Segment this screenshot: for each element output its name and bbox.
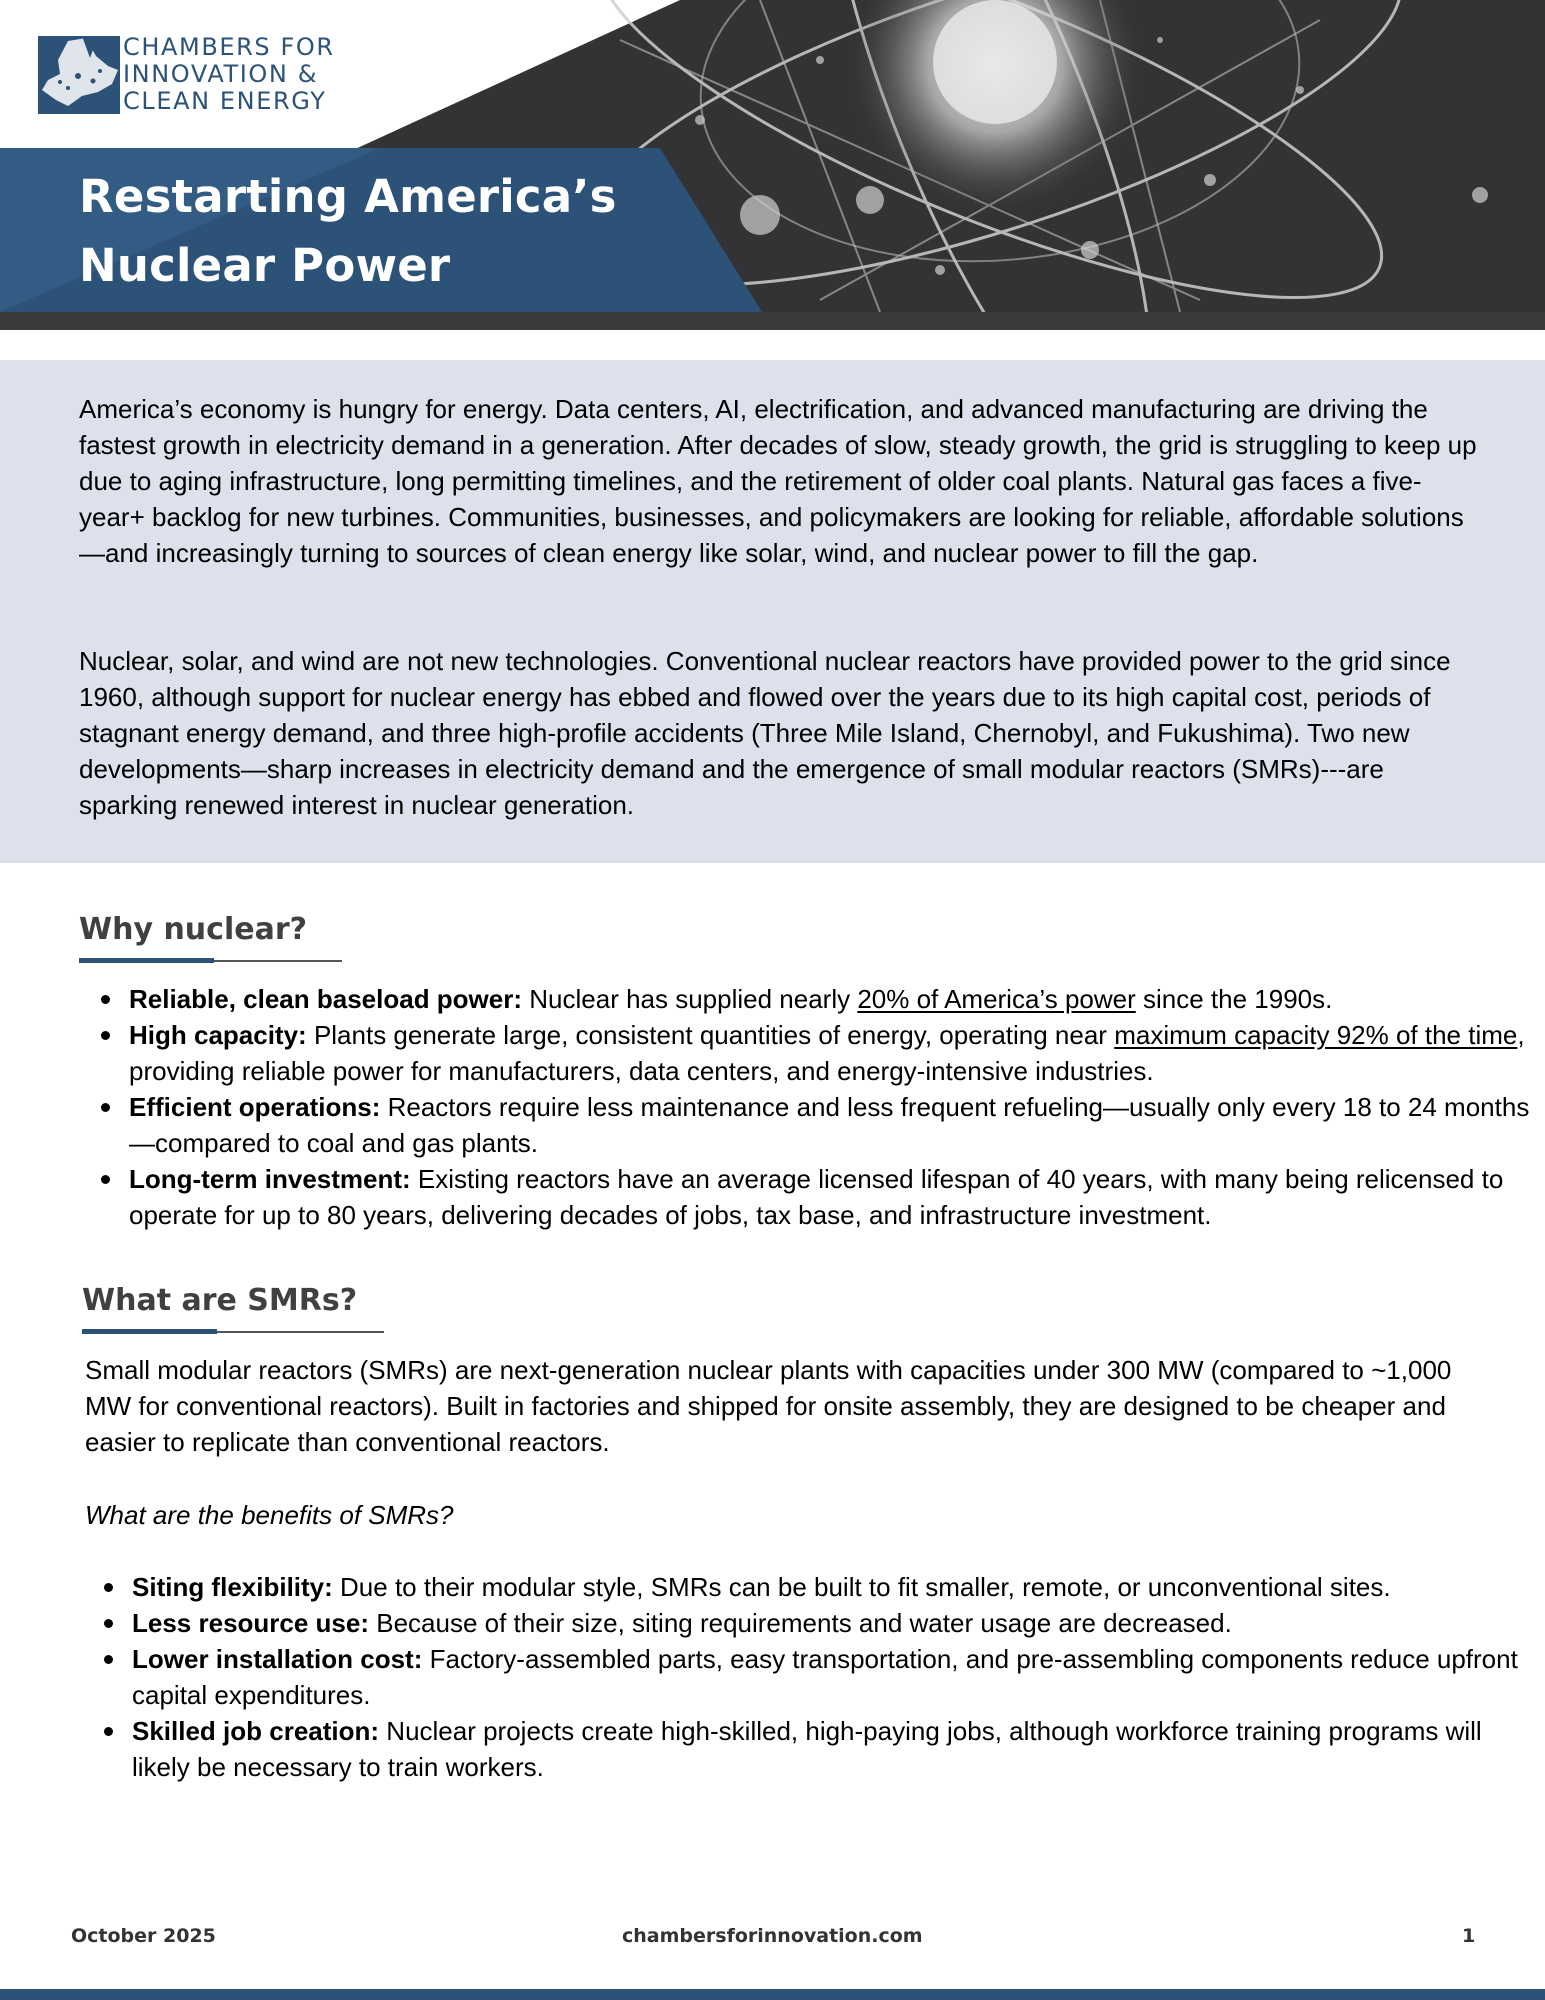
intro-paragraph-2: Nuclear, solar, and wind are not new technologies. Conventional nuclear reactors have provided power to the grid since 1960, although support for nuclear energy has ebbed and flowed over the years due to its high capital cost, periods of stagnant energy demand, and three high-profile accidents (Three Mile Island, Chernobyl, and Fukushima). Two new developments—sharp increases in electricity demand and the emergence of small modular reactors (SMRs)---are sparking renewed interest in nuclear generation. — [79, 646, 1451, 820]
item-text: since the 1990s. — [1135, 984, 1333, 1014]
item-text: Plants generate large, consistent quantities of energy, operating near — [306, 1020, 1115, 1050]
item-text: Due to their modular style, SMRs can be built to fit smaller, remote, or unconventional sites. — [332, 1572, 1391, 1602]
item-text: Because of their size, siting requirements and water usage are decreased. — [369, 1608, 1232, 1638]
list-item — [129, 1089, 1545, 1161]
maximum-capacity-link[interactable]: maximum capacity 92% of the time — [1114, 1020, 1518, 1050]
item-text: Nuclear projects create high-skilled, high-paying jobs, although workforce training programs will likely be necessary to train workers. — [132, 1716, 1482, 1782]
item-term: Less resource use: — [132, 1608, 370, 1638]
logo-line-3: CLEAN ENERGY — [123, 87, 327, 115]
logo-wordmark — [123, 34, 335, 115]
intro-paragraph-1: America’s economy is hungry for energy. Data centers, AI, electrification, and advanced manufacturing are driving the fastest growth in electricity demand in a generation. After decades of slow, steady growth, the grid is struggling to keep up due to aging infrastructure, long permitting timelines, and the retirement of older coal plants. Natural gas faces a five-year+ backlog for new turbines. Communities, businesses, and policymakers are looking for reliable, affordable solutions—and increasingly turning to sources of clean energy like solar, wind, and nuclear power to fill the gap. — [79, 394, 1477, 568]
logo-line-1: CHAMBERS FOR — [123, 33, 335, 61]
item-term: Lower installation cost: — [132, 1644, 423, 1674]
footer-bar — [0, 1989, 1545, 2000]
america-power-link[interactable]: 20% of America’s power — [857, 984, 1136, 1014]
intro-section — [0, 360, 1545, 863]
header-banner — [0, 0, 1545, 330]
item-term: Long-term investment: — [129, 1164, 411, 1194]
why-nuclear-heading: Why nuclear? — [79, 912, 308, 947]
title-line-1: Restarting America’s — [79, 170, 617, 223]
item-text: , providing reliable power for manufacturers, data centers, and energy-intensive industries. — [129, 1020, 1525, 1086]
smrs-benefits-question: What are the benefits of SMRs? — [85, 1500, 454, 1530]
item-term: Siting flexibility: — [132, 1572, 333, 1602]
smrs-description: Small modular reactors (SMRs) are next-generation nuclear plants with capacities under 300 MW (compared to ~1,000 MW for conventional reactors). Built in factories and shipped for onsite assembly, they are designed to be cheaper and easier to replicate than conventional reactors. — [85, 1355, 1452, 1457]
title-line-2: Nuclear Power — [79, 239, 451, 292]
page-number: 1 — [1462, 1925, 1476, 1947]
item-text: Reactors require less maintenance and less frequent refueling—usually only every 18 to 24 months—compared to coal and gas plants. — [129, 1092, 1530, 1158]
item-term: High capacity: — [129, 1020, 307, 1050]
item-text: Nuclear has supplied nearly — [522, 984, 858, 1014]
smrs-underline — [82, 1331, 384, 1333]
map-logo-icon — [38, 36, 120, 114]
list-item — [132, 1605, 1532, 1641]
page-title — [79, 162, 617, 300]
list-item — [132, 1713, 1532, 1785]
organization-logo — [38, 33, 358, 116]
footer-website-link[interactable]: chambersforinnovation.com — [622, 1925, 923, 1947]
item-term: Skilled job creation: — [132, 1716, 380, 1746]
why-nuclear-list — [79, 981, 1545, 1233]
item-term: Reliable, clean baseload power: — [129, 984, 523, 1014]
list-item — [129, 1017, 1545, 1089]
list-item — [129, 1161, 1545, 1233]
smrs-benefits-list — [82, 1569, 1532, 1785]
why-nuclear-underline — [79, 960, 342, 962]
item-text: Factory-assembled parts, easy transportation, and pre-assembling components reduce upfront capital expenditures. — [132, 1644, 1518, 1710]
list-item — [132, 1569, 1532, 1605]
smrs-heading: What are SMRs? — [82, 1283, 358, 1318]
item-term: Efficient operations: — [129, 1092, 381, 1122]
item-text: Existing reactors have an average licensed lifespan of 40 years, with many being relicensed to operate for up to 80 years, delivering decades of jobs, tax base, and infrastructure investment. — [129, 1164, 1504, 1230]
list-item — [129, 981, 1545, 1017]
logo-line-2: INNOVATION & — [123, 60, 319, 88]
footer-date: October 2025 — [71, 1925, 216, 1947]
list-item — [132, 1641, 1532, 1713]
